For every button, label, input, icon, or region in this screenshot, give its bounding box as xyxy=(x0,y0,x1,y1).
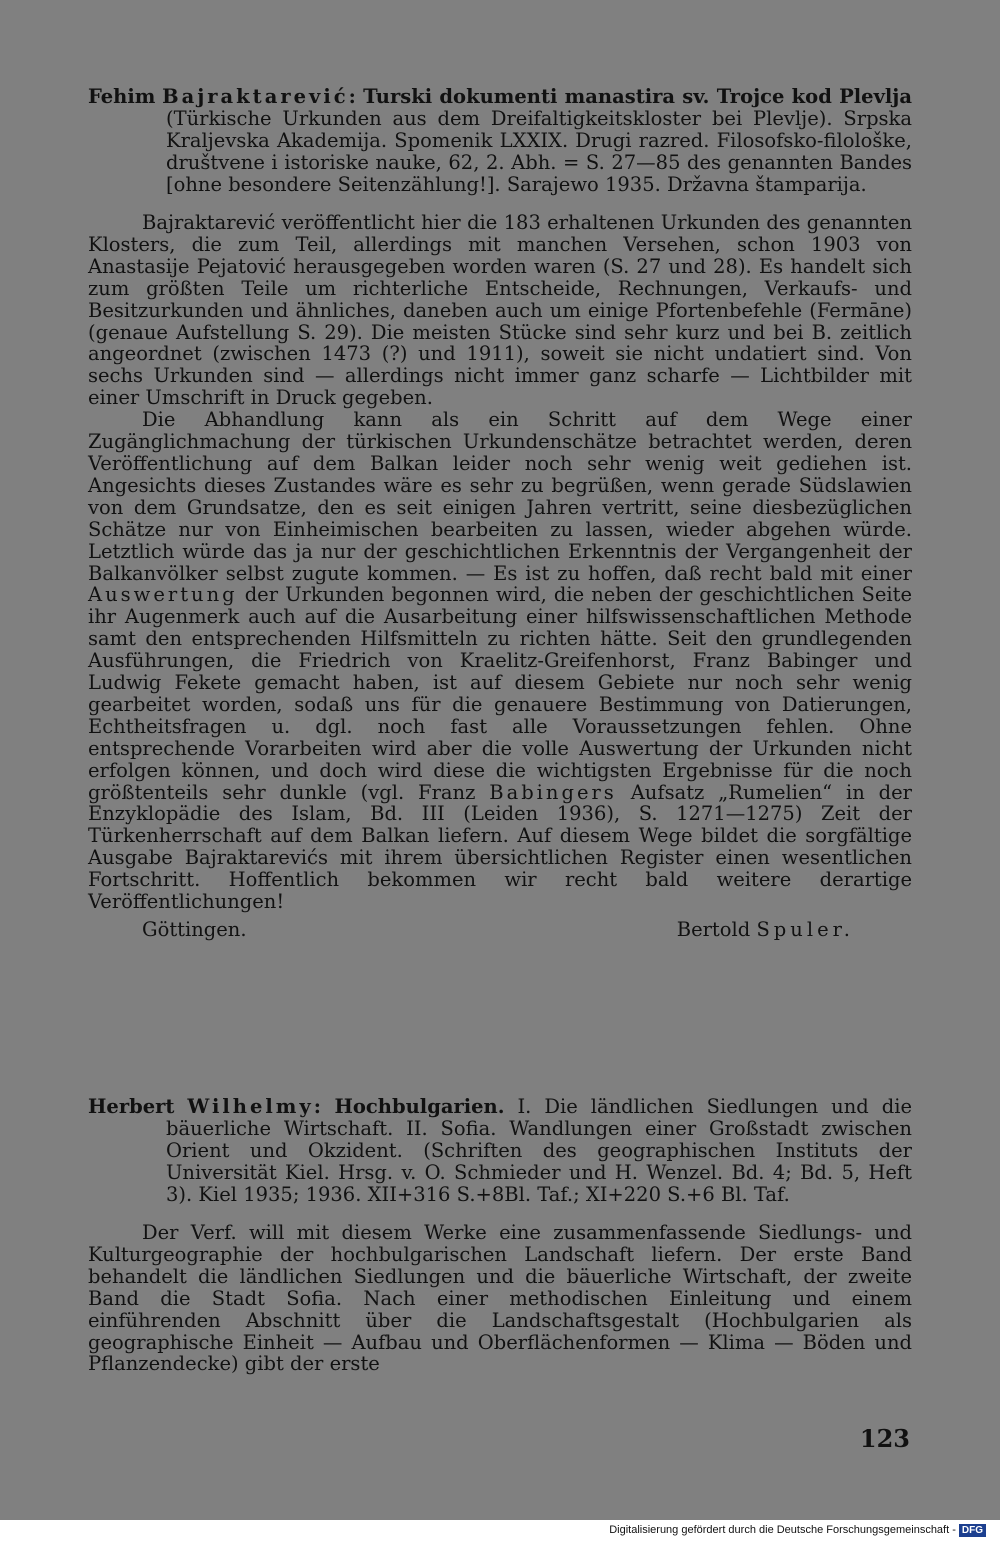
emphasized-name: Babingers xyxy=(489,780,617,804)
page-number: 123 xyxy=(859,1424,910,1453)
review-paragraph-2 xyxy=(88,409,912,913)
citation xyxy=(88,1096,912,1206)
signature-reviewer xyxy=(677,919,854,941)
review-paragraph-1: Der Verf. will mit diesem Werke eine zusammenfassende Siedlungs- und Kulturgeographie der hochbulgarischen Landschaft liefern. Der erste Band behandelt die ländlichen Siedlungen und die bäuerliche Wirtschaft, der zweite Band die Stadt Sofia. Nach einer methodischen Einleitung und einem einführenden Abschnitt über die Landschaftsgestalt (Hochbulgarien als geographische Einheit — Aufbau und Oberflächenformen — Klima — Böden und Pflanzendecke) gibt der erste xyxy=(88,1221,912,1376)
review-signature xyxy=(88,919,912,941)
review-body xyxy=(88,212,912,913)
citation-author-last: Bajraktarević xyxy=(162,85,349,108)
reviewer-first-name: Bertold xyxy=(676,918,751,941)
citation-details: (Türkische Urkunden aus dem Dreifaltigkeitskloster bei Plevlje). Srpska Kraljevska Akademija. Spomenik LXXIX. Drugi razred. Filosofsko-filološke, društvene i istoriske nauke, 62, 2. Abh. = S. 27—85 des genannten Bandes [ohne besondere Seitenzählung!]. Sarajewo 1935. Državna štamparija. xyxy=(166,107,912,196)
digitization-footer xyxy=(609,1522,986,1538)
review-paragraph-1: Bajraktarević veröffentlicht hier die 183 erhaltenen Urkunden des genannten Klosters, die zum Teil, allerdings mit manchen Versehen, schon 1903 von Anastasije Pejatović herausgegeben worden waren (S. 27 und 28). Es handelt sich zum größten Teile um richterliche Entscheide, Rechnungen, Verkaufs- und Besitzurkunden und ähnliches, daneben auch um einige Pfortenbefehle (Fermāne) (genaue Aufstellung S. 29). Die meisten Stücke sind sehr kurz und bei B. zeitlich angeordnet (zwischen 1473 (?) und 1911), soweit sie nicht undatiert sind. Von sechs Urkunden sind — allerdings nicht immer ganz scharfe — Lichtbilder mit einer Umschrift in Druck gegeben. xyxy=(88,211,912,410)
review-wilhelmy xyxy=(88,1096,912,1375)
citation-author-first: Herbert xyxy=(88,1095,175,1118)
citation-title: : Turski dokumenti manastira sv. Trojce kod Plevlja xyxy=(348,85,912,108)
citation-title: : Hochbulgarien. xyxy=(313,1095,505,1118)
citation-author-first: Fehim xyxy=(88,85,156,108)
paragraph-text: Die Abhandlung kann als ein Schritt auf dem Wege einer Zugänglichmachung der türkischen Urkundenschätze betrachtet werden, deren Veröffentlichung auf dem Balkan leider noch sehr wenig weit gediehen ist. Angesichts dieses Zustandes wäre es sehr zu begrüßen, wenn gerade Südslawien von dem Grundsatze, den es seit einigen Jahren vertritt, seine diesbezüglichen Schätze nur von Einheimischen bearbeiten zu lassen, wieder abgehen würde. Letztlich würde das ja nur der geschichtlichen Erkenntnis der Vergangenheit der Balkanvölker selbst zugute kommen. — Es ist zu hoffen, daß recht bald mit einer xyxy=(88,408,912,585)
review-body xyxy=(88,1222,912,1375)
emphasized-word: Auswertung xyxy=(88,583,238,607)
citation-details: I. Die ländlichen Siedlungen und die bäuerliche Wirtschaft. II. Sofia. Wandlungen einer Großstadt zwischen Orient und Okzident. (Schriften des geographischen Instituts der Universität Kiel. Hrsg. v. O. Schmieder und H. Wenzel. Bd. 4; Bd. 5, Heft 3). Kiel 1935; 1936. XII+316 S.+8Bl. Taf.; XI+220 S.+6 Bl. Taf. xyxy=(166,1095,912,1206)
review-bajraktarevic xyxy=(88,86,912,941)
citation-author-last: Wilhelmy xyxy=(187,1095,314,1118)
reviewer-last-name: Spuler. xyxy=(756,918,854,941)
paragraph-text: Aufsatz „Rumelien“ in der Enzyklopädie des Islam, Bd. III (Leiden 1936), S. 1271—1275) Zeit der Türkenherrschaft auf dem Balkan liefern. Auf diesem Wege bildet die sorgfältige Ausgabe Bajraktarevićs mit ihrem übersichtlichen Register einen wesentlichen Fortschritt. Hoffentlich bekommen wir recht bald weitere derartige Veröffentlichungen! xyxy=(88,780,913,914)
paragraph-text: der Urkunden begonnen wird, die neben der geschichtlichen Seite ihr Augenmerk auch auf die Ausarbeitung einer hilfswissenschaftlichen Methode samt den entsprechenden Hilfsmitteln zu richten hätte. Seit den grundlegenden Ausführungen, die Friedrich von Kraelitz-Greifenhorst, Franz Babinger und Ludwig Fekete gemacht haben, ist auf diesem Gebiete nur noch sehr wenig gearbeitet worden, sodaß uns für die genauere Bestimmung von Datierungen, Echtheitsfragen u. dgl. noch fast alle Voraussetzungen fehlen. Ohne entsprechende Vorarbeiten wird aber die volle Auswertung der Urkunden nicht erfolgen können, und doch wird diese die wichtigsten Ergebnisse für die noch größtenteils sehr dunkle (vgl. Franz xyxy=(88,583,912,804)
dfg-logo-icon: DFG xyxy=(959,1524,986,1537)
signature-place: Göttingen. xyxy=(142,918,247,941)
footer-text: Digitalisierung gefördert durch die Deutsche Forschungsgemeinschaft - xyxy=(609,1524,956,1536)
citation xyxy=(88,86,912,196)
